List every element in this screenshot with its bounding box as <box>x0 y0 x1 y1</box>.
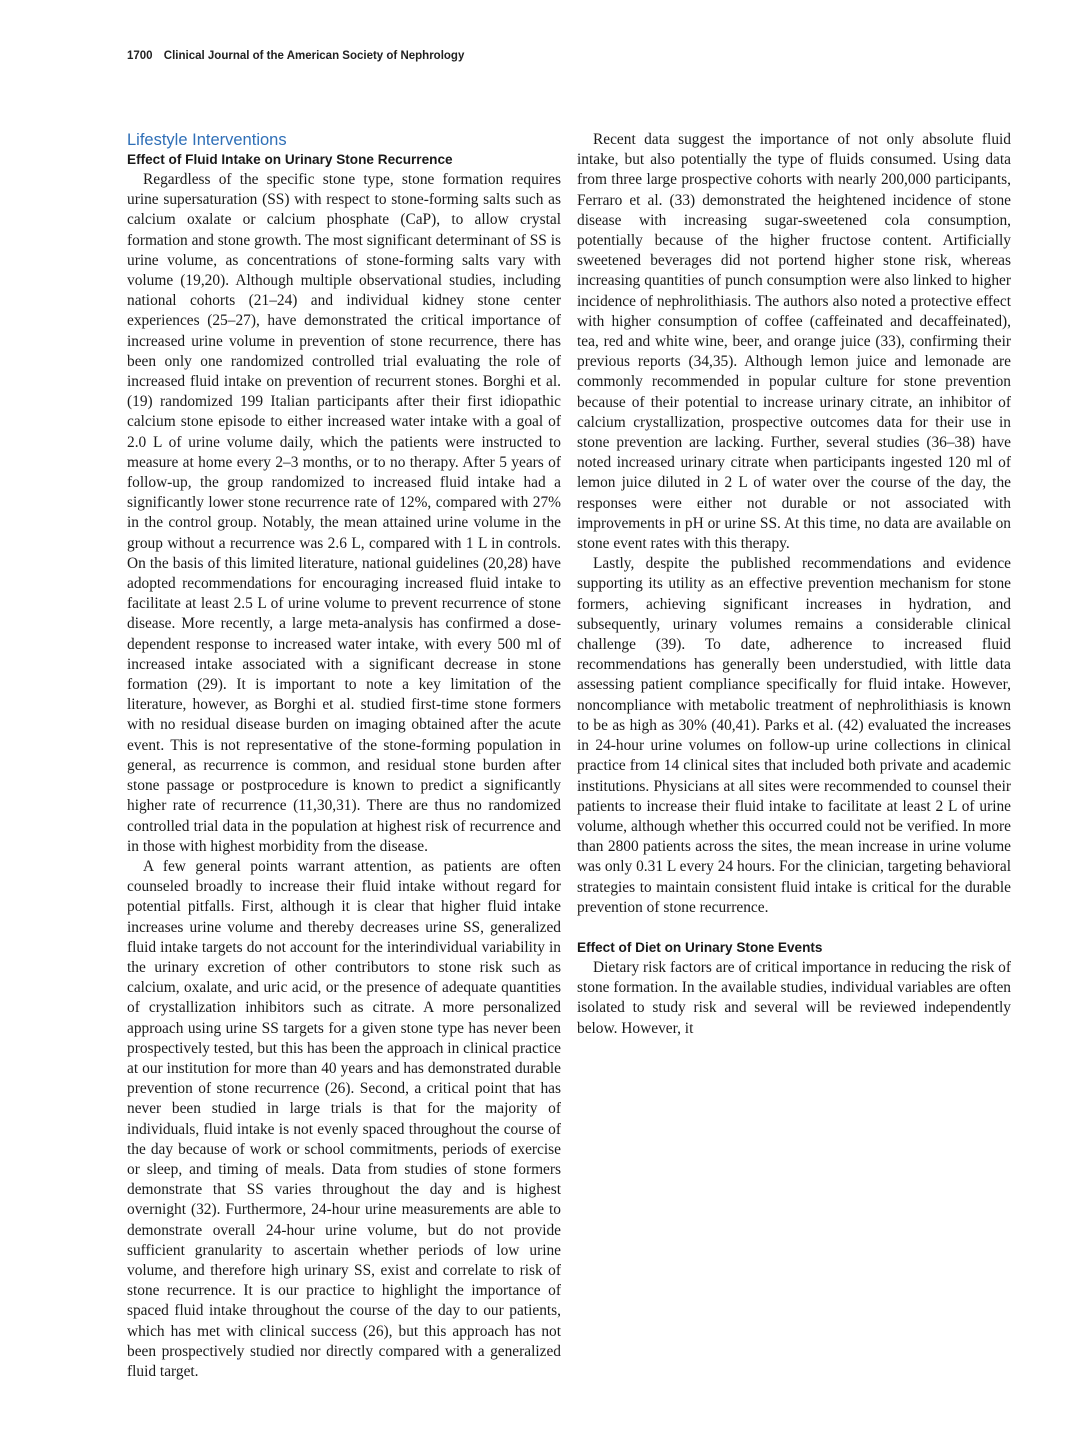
paragraph-diet-1: Dietary risk factors are of critical importance in reducing the risk of stone formation. In the available studies, individual variables are often isolated to study risk and several will be reviewed independently below. However, it <box>577 958 1011 1037</box>
running-head <box>127 50 464 62</box>
column-right <box>577 130 1011 1039</box>
column-left <box>127 130 561 1382</box>
paragraph-fluid-1: Regardless of the specific stone type, stone formation requires urine supersaturation (SS) with respect to stone-forming salts such as calcium oxalate or calcium phosphate (CaP), to allow crystal formation and stone growth. The most significant determinant of SS is urine volume, as concentrations of stone-forming salts vary with volume (19,20). Although multiple observational studies, including national cohorts (21–24) and individual kidney stone center experiences (25–27), have demonstrated the critical importance of increased urine volume in prevention of stone recurrence, there has been only one randomized controlled trial evaluating the role of increased fluid intake on prevention of recurrent stones. Borghi et al. (19) randomized 199 Italian participants after their first idiopathic calcium stone episode to either increased water intake with a goal of 2.0 L of urine volume daily, which the patients were instructed to measure at home every 2–3 months, or to no therapy. After 5 years of follow-up, the group randomized to increased fluid intake had a significantly lower stone recurrence rate of 12%, compared with 27% in the control group. Notably, the mean attained urine volume in the group without a recurrence was 2.6 L, compared with 1 L in controls. On the basis of this limited literature, national guidelines (20,28) have adopted recommendations for encouraging increased fluid intake to facilitate at least 2.5 L of urine volume to prevent recurrence of stone disease. More recently, a large meta-analysis has confirmed a dose-dependent response to increased water intake, with every 500 ml of increased intake associated with a significant decrease in stone formation (29). It is important to note a key limitation of the literature, however, as Borghi et al. studied first-time stone formers with no residual disease burden on imaging obtained after the acute event. This is not representative of the stone-forming population in general, as recurrence is common, and residual stone burden after stone passage or postprocedure is known to predict a significantly higher rate of recurrence (11,30,31). There are thus no randomized controlled trial data in the population at highest risk of recurrence and in those with highest morbidity from the disease. <box>127 171 561 855</box>
paragraph-fluid-4: Lastly, despite the published recommendations and evidence supporting its utility as an effective prevention mechanism for stone formers, achieving significant increases in hydration, and subsequently, urinary volumes remains a considerable clinical challenge (39). To date, adherence to increased fluid recommendations has generally been understudied, with little data assessing patient compliance specifically for fluid intake. However, noncompliance with metabolic treatment of nephrolithiasis is known to be as high as 30% (40,41). Parks et al. (42) evaluated the increases in 24-hour urine volumes on follow-up urine collections in clinical practice from 14 clinical sites that included both private and academic institutions. Physicians at all sites were recommended to counsel their patients to increase their fluid intake to facilitate at least 2 L of urine volume, although whether this occurred could not be verified. In more than 2800 patients across the sites, the mean increase in urine volume was only 0.31 L every 24 hours. For the clinician, targeting behavioral strategies to maintain consistent fluid intake is critical for the durable prevention of stone recurrence. <box>577 555 1011 916</box>
journal-title: Clinical Journal of the American Society of Nephrology <box>163 50 465 62</box>
subsection-heading-diet: Effect of Diet on Urinary Stone Events <box>577 939 823 955</box>
subsection-heading-fluid-intake: Effect of Fluid Intake on Urinary Stone Recurrence <box>127 152 453 167</box>
paragraph-fluid-3: Recent data suggest the importance of not only absolute fluid intake, but also potentially the type of fluids consumed. Using data from three large prospective cohorts with nearly 200,000 participants, Ferraro et al. (33) demonstrated the heightened incidence of stone disease with increasing sugar-sweetened cola consumption, potentially because of the higher fructose content. Artificially sweetened beverages did not portend higher stone risk, whereas increasing quantities of punch consumption were also linked to higher incidence of nephrolithiasis. The authors also noted a protective effect with higher consumption of coffee (caffeinated and decaffeinated), tea, red and white wine, beer, and orange juice (33), confirming their previous reports (34,35). Although lemon juice and lemonade are commonly recommended in popular culture for stone prevention because of their potential to increase urinary citrate, an inhibitor of calcium crystallization, prospective outcomes data for their use in stone prevention are lacking. Further, several studies (36–38) have noted increased urinary citrate when participants ingested 120 ml of lemon juice diluted in 2 L of water over the course of the day, the responses were either not durable or not associated with improvements in pH or urine SS. At this time, no data are available on stone event rates with this therapy. <box>577 131 1011 553</box>
page-number: 1700 <box>127 50 153 62</box>
section-heading: Lifestyle Interventions <box>127 131 287 149</box>
paragraph-fluid-2: A few general points warrant attention, as patients are often counseled broadly to increase their fluid intake without regard for potential pitfalls. First, although it is clear that higher fluid intake increases urine volume and thereby decreases urine SS, generalized fluid intake targets do not account for the interindividual variability in the urinary excretion of other contributors to stone risk such as calcium, oxalate, and uric acid, or the presence of adequate quantities of crystallization inhibitors such as citrate. A more personalized approach using urine SS targets for a given stone type has never been prospectively tested, but this has been the approach in clinical practice at our institution for more than 40 years and has demonstrated durable prevention of stone recurrence (26). Second, a critical point that has never been studied in large trials is that for the majority of individuals, fluid intake is not evenly spaced throughout the course of the day because of work or school commitments, periods of exercise or sleep, and timing of meals. Data from studies of stone formers demonstrate that SS varies throughout the day and is highest overnight (32). Furthermore, 24-hour urine measurements are able to demonstrate overall 24-hour urine volume, but do not provide sufficient granularity to ascertain whether periods of low urine volume, and therefore high urinary SS, exist and correlate to risk of stone recurrence. It is our practice to highlight the importance of spaced fluid intake throughout the course of the day to our patients, which has met with clinical success (26), but this approach has not been prospectively studied nor directly compared with a generalized fluid target. <box>127 857 561 1380</box>
